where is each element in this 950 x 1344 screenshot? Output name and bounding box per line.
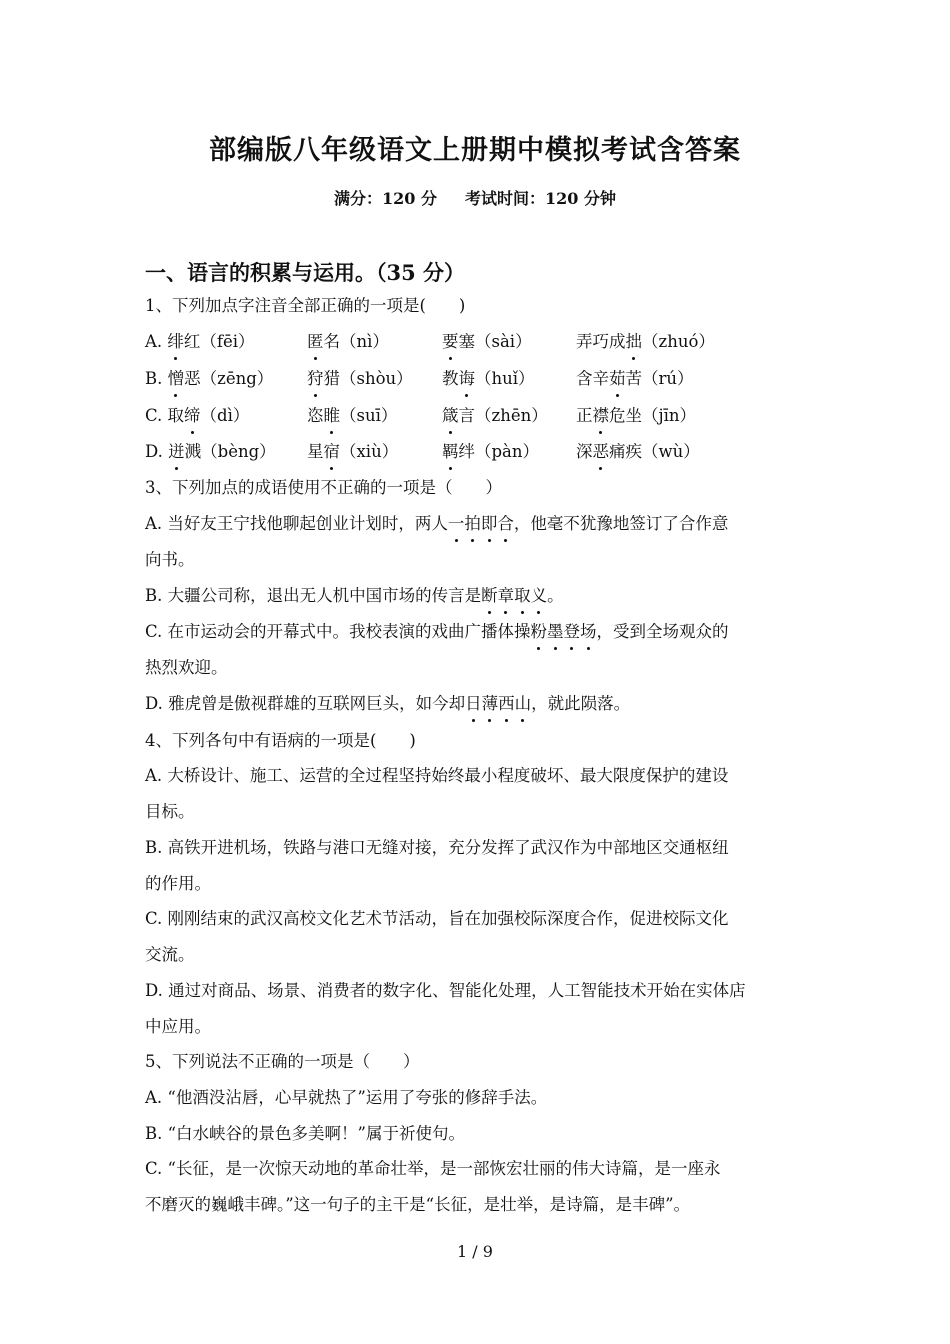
dotted-char: 登: [564, 620, 581, 644]
option-b-2: 狩猎（shòu）: [307, 367, 413, 391]
option-b-4: 含辛茹苦（rú）: [576, 367, 694, 391]
dotted-idiom: [481, 586, 547, 605]
question-4-option-b: B. 高铁开进机场，铁路与港口无缝对接，充分发挥了武汉作为中部地区交通枢纽: [145, 838, 729, 857]
dotted-idiom: [531, 622, 597, 641]
page-title: 部编版八年级语文上册期中模拟考试含答案: [209, 135, 741, 166]
full-score: 满分：120 分: [334, 189, 437, 208]
question-3-stem: 3、下列加点的成语使用不正确的一项是（ ）: [145, 478, 502, 497]
option-c-2: 恣睢（suī）: [307, 404, 397, 428]
question-3-option-a: A. 当好友王宁找他聊起创业计划时，两人一拍即合，他毫不犹豫地签订了合作意: [145, 512, 728, 536]
option-b-3: 教诲（huǐ）: [442, 367, 535, 391]
option-c-1: C. 取缔（dì）: [145, 404, 249, 428]
exam-info: [0, 186, 950, 209]
question-4-option-a-cont: 目标。: [145, 802, 195, 821]
option-d-4: 深恶痛疾（wù）: [576, 440, 700, 464]
option-d-2: 星宿（xiù）: [307, 440, 398, 464]
dotted-char: 即: [481, 512, 498, 536]
question-4-option-d-cont: 中应用。: [145, 1017, 211, 1036]
question-5-option-c-cont: 不磨灭的巍峨丰碑。”这一句子的主干是“长征，是壮举，是诗篇，是丰碑”。: [145, 1195, 691, 1214]
dotted-char: 合: [497, 512, 514, 536]
question-3-option-a-cont: 向书。: [145, 550, 195, 569]
dotted-char: 断: [481, 584, 498, 608]
option-d-1: D. 迸溅（bèng）: [145, 440, 276, 464]
question-4-option-a: A. 大桥设计、施工、运营的全过程坚持始终最小程度破坏、最大限度保护的建设: [145, 766, 729, 785]
question-1-stem: 1、下列加点字注音全部正确的一项是( ): [145, 296, 466, 315]
section-heading: 一、语言的积累与运用。（35 分）: [145, 260, 466, 285]
option-c-4: 正襟危坐（jīn）: [576, 404, 696, 428]
dotted-char: 山: [515, 692, 532, 716]
dotted-idiom: [465, 694, 531, 713]
option-d-3: 羁绊（pàn）: [442, 440, 539, 464]
question-3-option-b: B. 大疆公司称，退出无人机中国市场的传言是断章取义。: [145, 584, 564, 608]
option-a-1: A. 绯红（fēi）: [145, 330, 255, 354]
option-a-4: 弄巧成拙（zhuó）: [576, 330, 715, 354]
dotted-char: 一: [448, 512, 465, 536]
dotted-char: 墨: [547, 620, 564, 644]
option-a-2: 匿名（nì）: [307, 330, 389, 354]
dotted-char: 章: [498, 584, 515, 608]
question-4-option-c: C. 刚刚结束的武汉高校文化艺术节活动，旨在加强校际深度合作，促进校际文化: [145, 909, 729, 928]
option-a-3: 要塞（sài）: [442, 330, 532, 354]
dotted-char: 西: [498, 692, 515, 716]
page-number: 1 / 9: [457, 1242, 493, 1261]
dotted-char: 拍: [464, 512, 481, 536]
dotted-char: 薄: [482, 692, 499, 716]
dotted-char: 取: [514, 584, 531, 608]
exam-time: 考试时间：120 分钟: [465, 189, 616, 208]
option-c-3: 箴言（zhēn）: [442, 404, 548, 428]
question-5-stem: 5、下列说法不正确的一项是（ ）: [145, 1052, 420, 1071]
question-5-option-c: C. “长征，是一次惊天动地的革命壮举，是一部恢宏壮丽的伟大诗篇，是一座永: [145, 1159, 721, 1178]
question-4-option-c-cont: 交流。: [145, 945, 195, 964]
question-4-option-b-cont: 的作用。: [145, 874, 211, 893]
question-3-option-c: C. 在市运动会的开幕式中。我校表演的戏曲广播体操粉墨登场，受到全场观众的: [145, 620, 729, 644]
dotted-char: 粉: [531, 620, 548, 644]
dotted-idiom: [448, 514, 514, 533]
question-4-option-d: D. 通过对商品、场景、消费者的数字化、智能化处理，人工智能技术开始在实体店: [145, 981, 746, 1000]
dotted-char: 日: [465, 692, 482, 716]
question-3-option-d: D. 雅虎曾是傲视群雄的互联网巨头，如今却日薄西山，就此陨落。: [145, 692, 630, 716]
dotted-char: 场: [580, 620, 597, 644]
option-b-1: B. 憎恶（zēng）: [145, 367, 273, 391]
question-4-stem: 4、下列各句中有语病的一项是( ): [145, 731, 416, 750]
question-5-option-b: B. “白水峡谷的景色多美啊！”属于祈使句。: [145, 1124, 465, 1143]
question-5-option-a: A. “他酒没沾唇，心早就热了”运用了夸张的修辞手法。: [145, 1088, 548, 1107]
dotted-char: 义: [531, 584, 548, 608]
question-3-option-c-cont: 热烈欢迎。: [145, 658, 228, 677]
